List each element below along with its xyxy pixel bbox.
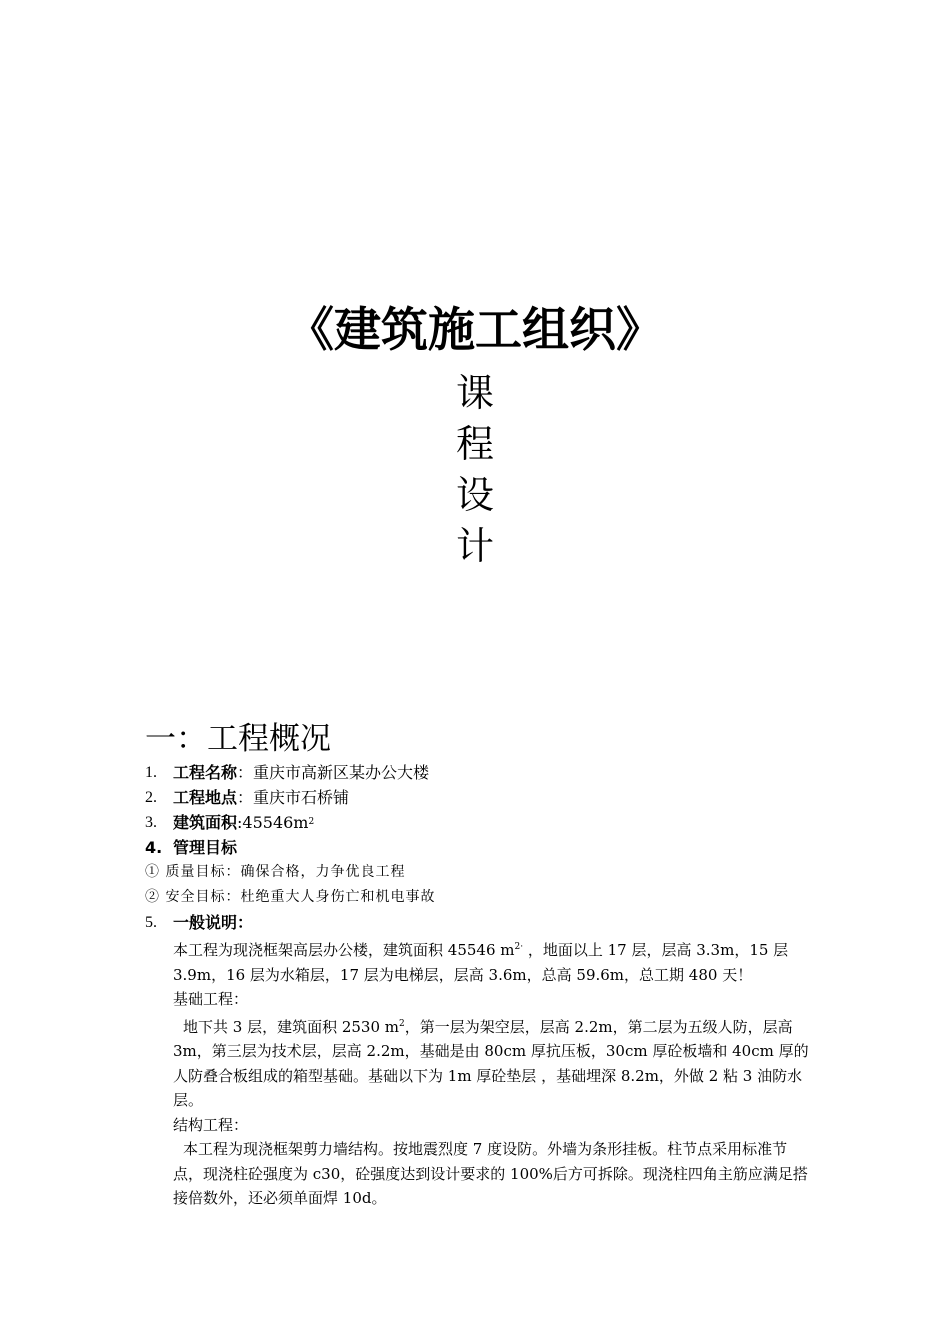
item-number: 3.: [145, 814, 157, 831]
foundation-superscript: 2: [399, 1018, 405, 1029]
general-description: [173, 935, 813, 1211]
subtitle-char: 计: [455, 524, 494, 568]
section-heading: 一：工程概况: [145, 721, 331, 757]
overview-list: [145, 760, 810, 935]
item-label: 工程地点: [173, 788, 238, 807]
list-item-general-notes: [145, 910, 810, 935]
subtitle-char: 设: [455, 473, 494, 517]
document-subtitle: [0, 368, 950, 572]
goal-quality: ① 质量目标：确保合格，力争优良工程: [145, 864, 406, 880]
subtitle-char: 程: [455, 422, 494, 466]
intro-superscript: 2·: [514, 942, 524, 952]
item-value: 重庆市高新区某办公大楼: [253, 763, 430, 782]
structure-title: 结构工程：: [173, 1115, 249, 1134]
item-separator: :: [237, 813, 243, 832]
item-number: 4.: [145, 838, 163, 857]
intro-text-cont: ，地面以上 17 层，层高 3.3m，15 层 3.9m，16 层为水箱层，17 层为电梯层，层高 3.6m，总高 59.6m，总工期 480 天！: [173, 941, 789, 984]
list-item-project-name: [145, 760, 810, 785]
item-label: 建筑面积: [173, 813, 238, 832]
structure-paragraph: 本工程为现浇框架剪力墙结构。按地震烈度 7 度设防。外墙为条形挂板。柱节点采用标准节点，现浇柱砼强度为 c30，砼强度达到设计要求的 100%后方可拆除。现浇柱四角主筋应满足搭接倍数外，还必须单面焊 10d。: [173, 1140, 808, 1207]
item-label: 管理目标: [173, 838, 238, 857]
item-superscript: 2: [308, 817, 315, 827]
list-item-project-location: [145, 785, 810, 810]
item-number: 2.: [145, 789, 157, 806]
list-item-management-goals: [145, 835, 810, 860]
item-separator: ：: [237, 788, 254, 807]
item-value: 重庆市石桥铺: [253, 788, 350, 807]
item-number: 1.: [145, 764, 157, 781]
goal-safety: ② 安全目标：杜绝重大人身伤亡和机电事故: [145, 889, 436, 905]
item-number: 5.: [145, 914, 157, 931]
intro-text: 本工程为现浇框架高层办公楼，建筑面积 45546 m: [173, 941, 515, 959]
list-item-building-area: [145, 810, 810, 835]
foundation-text-cont: ，第一层为架空层，层高 2.2m，第二层为五级人防，层高 3m，第三层为技术层，层高 2.2m，基础是由 80cm 厚抗压板，30cm 厚砼板墙和 40cm 厚的人防叠合板组成的箱型基础。基础以下为 1m 厚砼垫层 ，基础埋深 8.2m，外做 2 粘 3 油防水层。: [173, 1017, 809, 1109]
foundation-paragraph: [173, 1012, 813, 1113]
foundation-text: 地下共 3 层，建筑面积 2530 m: [183, 1017, 400, 1036]
item-label: 一般说明：: [173, 913, 254, 932]
subtitle-char: 课: [455, 371, 494, 415]
intro-paragraph: [173, 935, 813, 987]
document-title: 《建筑施工组织》: [287, 303, 663, 358]
item-value: 45546m: [242, 813, 309, 832]
foundation-title: 基础工程：: [173, 990, 249, 1008]
item-separator: ：: [237, 763, 254, 782]
item-label: 工程名称: [173, 763, 238, 782]
